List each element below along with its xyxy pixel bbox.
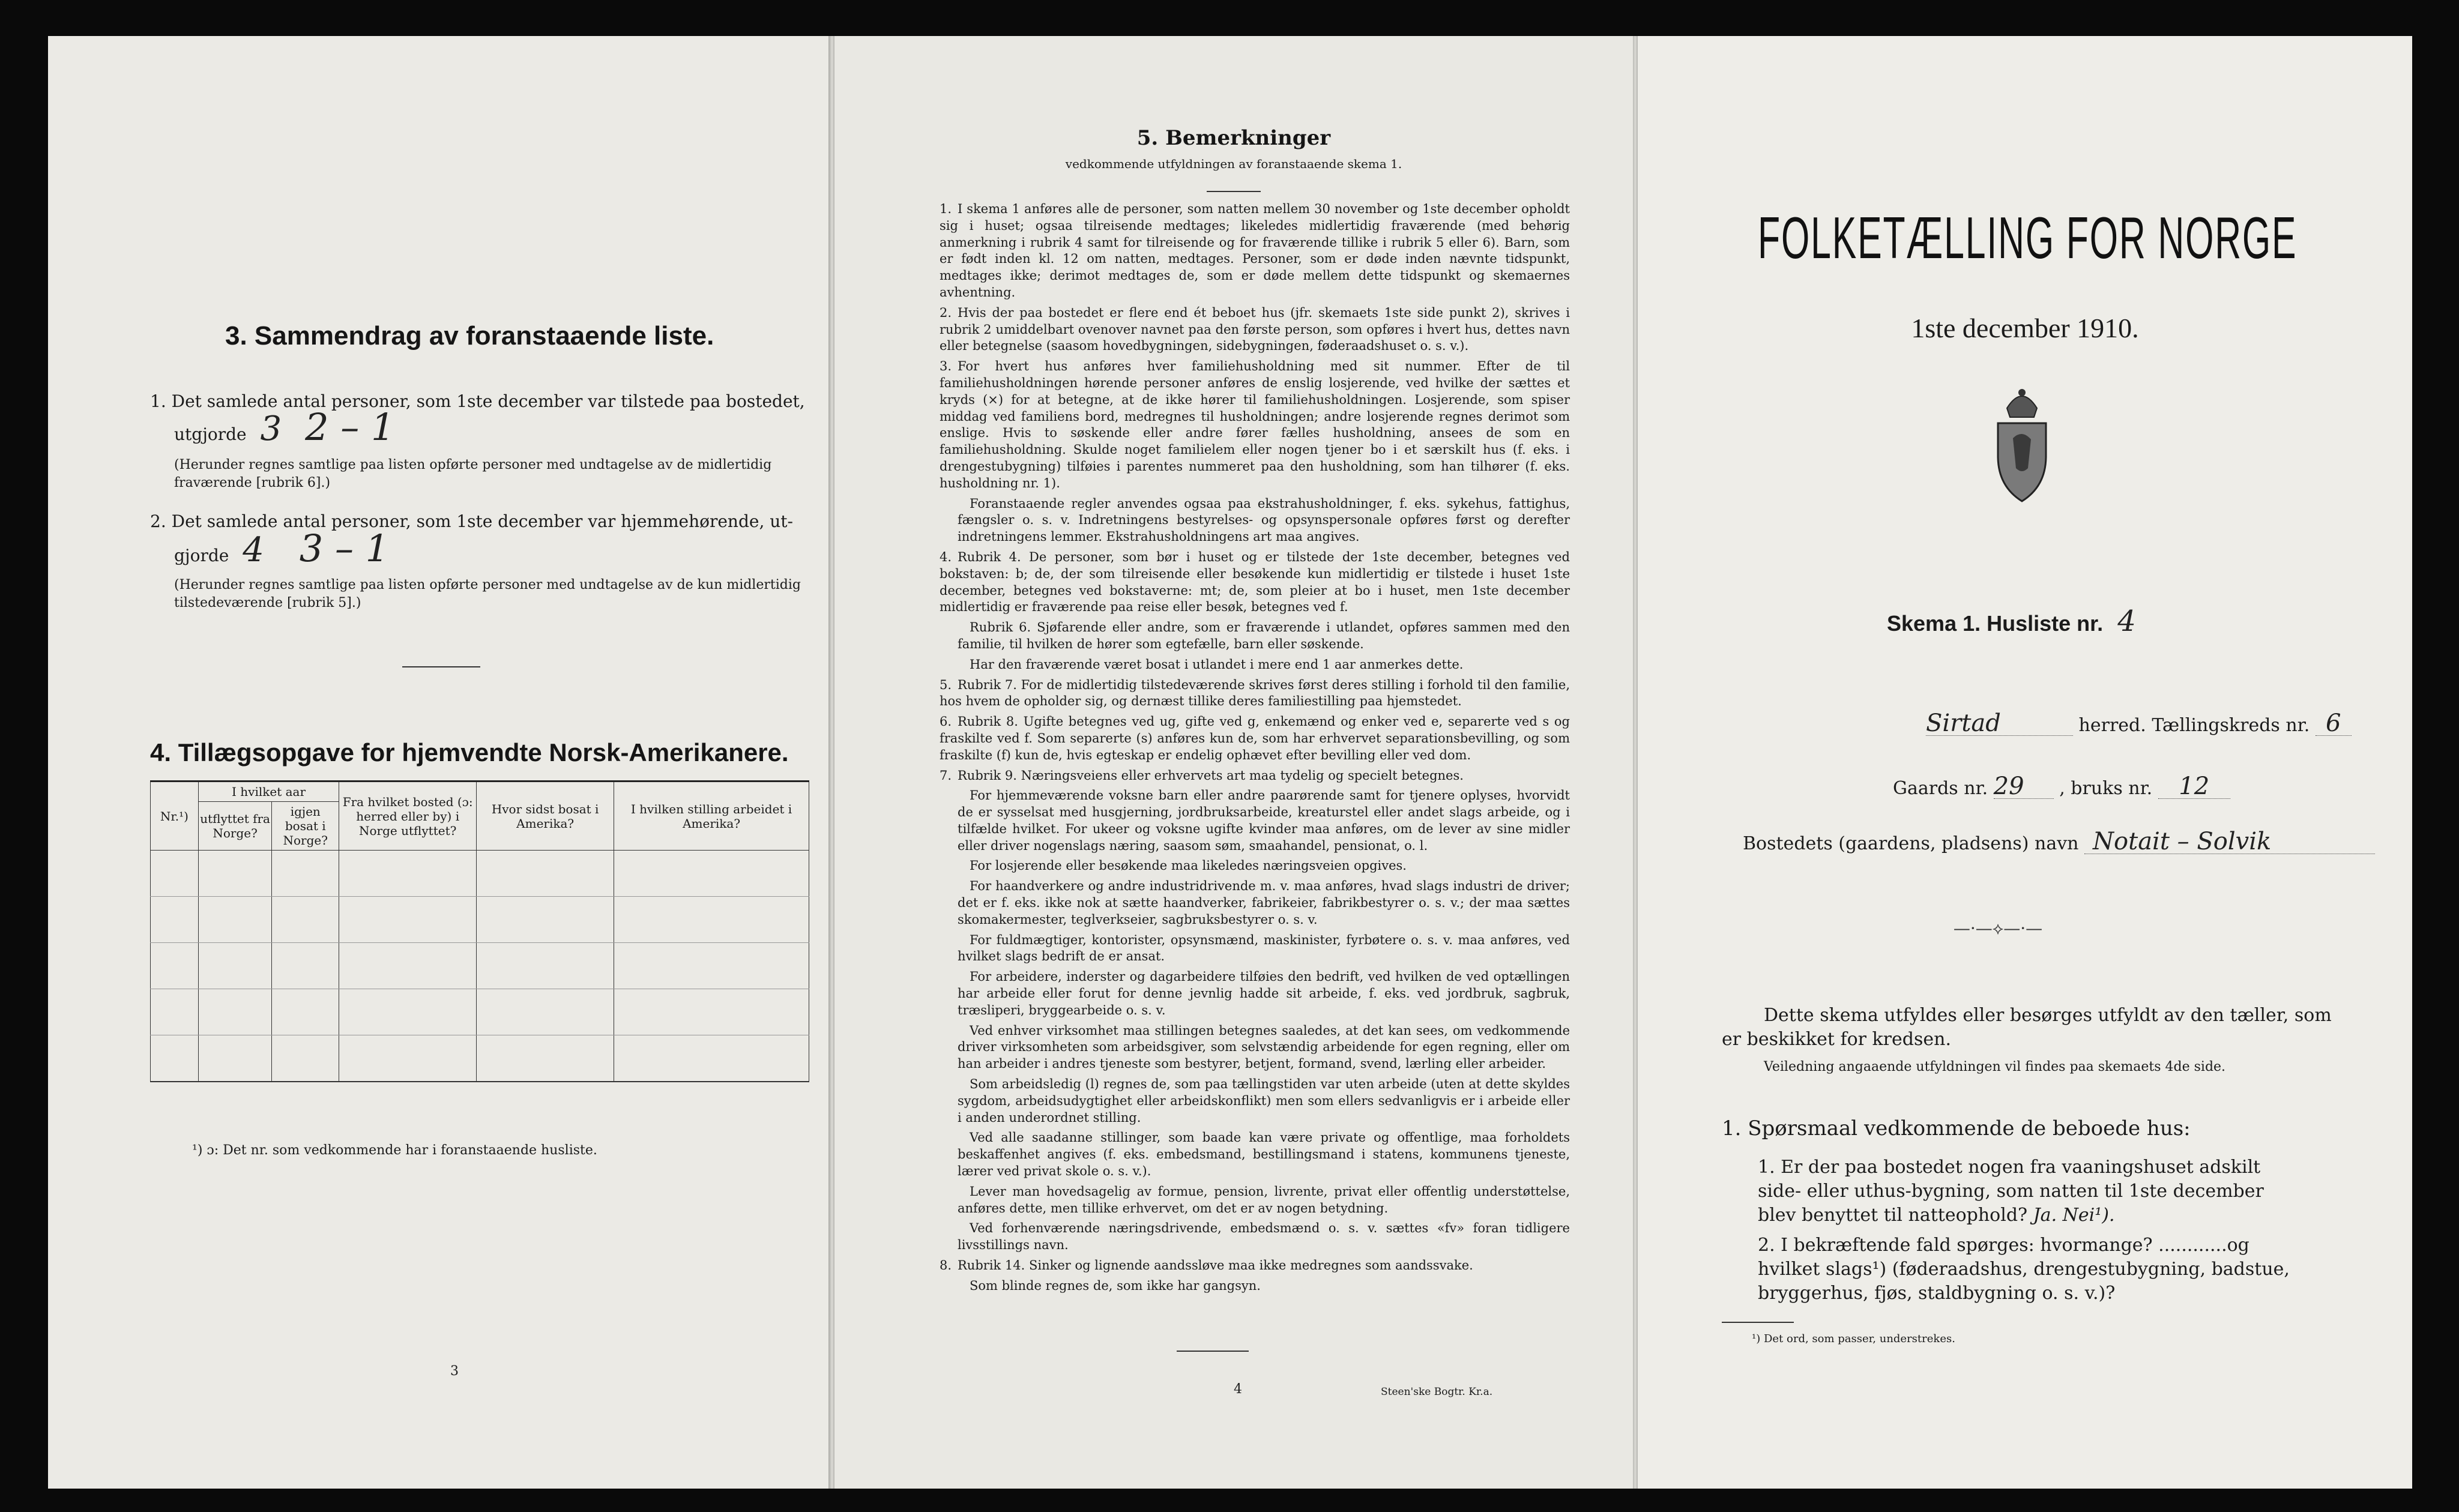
question-1-utgjorde [174, 405, 395, 449]
remark-item [940, 1278, 1570, 1295]
question-2-note: (Herunder regnes samtlige paa listen opførte personer med undtagelse av de kun midlertidig tilstedeværende [rubrik 5].) [174, 577, 801, 610]
col-from-where: Fra hvilket bosted (ɔ: herred eller by) i Norge utflyttet? [339, 782, 477, 851]
table-row [151, 943, 809, 989]
table-footnote: ¹) ɔ: Det nr. som vedkommende har i foranstaaende husliste. [192, 1143, 597, 1158]
remark-text: Ved alle saadanne stillinger, som baade kan være private og offentlige, maa forholdets beskaffenhet angives (f. eks. embedsmand, bestillingsmand i statens, kommunens tjeneste, lærer ved privat skole o. s. v.). [958, 1130, 1570, 1179]
remark-item [940, 1130, 1570, 1179]
remark-text: Som blinde regnes de, som ikke har gangsyn. [970, 1278, 1261, 1293]
question-2-handwritten: 3 – 1 [299, 526, 390, 570]
norway-coat-of-arms-icon [1989, 384, 2055, 504]
remark-item [940, 932, 1570, 966]
remark-item [940, 677, 1570, 711]
remark-item [940, 1076, 1570, 1126]
remark-number: 5. [940, 677, 952, 692]
remark-text: I skema 1 anføres alle de personer, som natten mellem 30 november og 1ste december opholdt sig i huset; ogsaa tilreisende medtages; likeledes midlertidig fraværende (med behørig anmerkning i rubrik 4 samt for tilreisende og for fraværende tillike i rubrik 5 eller 6). Barn, som er født inden kl. 12 om natten, medtages. Personer, som er døde inden nævnte tidspunkt, medtages ikke; derimot medtages de, som er døde mellem dette tidspunkt og skemaernes avhentning. [940, 202, 1570, 300]
remark-number: 7. [940, 768, 952, 783]
herred-value: Sirtad [1926, 711, 2073, 736]
question-1 [1758, 1155, 2298, 1227]
remark-item [940, 358, 1570, 492]
remark-text: Lever man hovedsagelig av formue, pension, livrente, privat eller offentlig understøttelse, anføres dette, men tillike erhvervet, om det er av nogen betydning. [958, 1184, 1570, 1215]
remark-item [940, 305, 1570, 355]
questions-heading: 1. Spørsmaal vedkommende de beboede hus: [1722, 1116, 2191, 1140]
remark-text: Rubrik 9. Næringsveiens eller erhvervets art maa tydelig og specielt betegnes. [958, 768, 1464, 783]
page-4 [834, 36, 1633, 1489]
remark-text: Har den fraværende været bosat i utlandet i mere end 1 aar anmerkes dette. [970, 657, 1464, 672]
skema-label: Skema 1. Husliste nr. [1887, 611, 2104, 636]
remark-item [940, 496, 1570, 546]
col-last-america: Hvor sidst bosat i Amerika? [477, 782, 614, 851]
col-returned: igjen bosat i Norge? [272, 802, 339, 851]
remark-text: Foranstaaende regler anvendes ogsaa paa ekstrahusholdninger, f. eks. sykehus, fattighus, fængsler o. s. v. Indretningens bestyrelses- og opsynspersonale opføres først og derefter indretningens lemmer. Ekstrahusholdningens art maa angives. [958, 496, 1570, 544]
remark-item [940, 619, 1570, 653]
bruks-label: , bruks nr. [2059, 778, 2153, 799]
divider [402, 666, 480, 667]
bemerkninger-subtitle: vedkommende utfyldningen av foranstaaende skema 1. [1065, 157, 1402, 171]
col-position: I hvilken stilling arbeidet i Amerika? [614, 782, 809, 851]
remark-item [940, 1184, 1570, 1217]
remark-number: 2. [940, 305, 952, 320]
remark-number: 3. [940, 359, 952, 374]
bruks-value: 12 [2158, 774, 2230, 799]
divider [1177, 1351, 1249, 1352]
remark-item [940, 788, 1570, 854]
remark-item [940, 1023, 1570, 1073]
table-row [151, 851, 809, 897]
page-1-footnote: ¹) Det ord, som passer, understrekes. [1752, 1333, 1955, 1345]
col-nr: Nr.¹) [151, 782, 199, 851]
gaards-value: 29 [1994, 774, 2054, 799]
divider [1207, 191, 1261, 192]
bemerkninger-title: 5. Bemerkninger [1136, 126, 1331, 150]
remark-number: 1. [940, 202, 952, 216]
col-emigrated: utflyttet fra Norge? [198, 802, 271, 851]
bosted-line [1743, 830, 2375, 856]
remark-text: Rubrik 6. Sjøfarende eller andre, som er fraværende i utlandet, opføres sammen med den familie, til hvilken de hører som egtefælle, barn eller søskende. [958, 620, 1570, 651]
section-4-title: 4. Tillægsopgave for hjemvendte Norsk-Amerikanere. [150, 738, 789, 767]
husliste-nr-value: 4 [2117, 604, 2136, 638]
remark-item [940, 969, 1570, 1019]
page-number-4: 4 [1234, 1382, 1242, 1397]
remark-item [940, 201, 1570, 301]
ornament-icon: —·—⟡—·— [1953, 918, 2043, 938]
remark-item [940, 1220, 1570, 1254]
intro-note: Veiledning angaaende utfyldningen vil findes paa skemaets 4de side. [1764, 1059, 2226, 1074]
remark-text: For hjemmeværende voksne barn eller andre paarørende samt for tjenere oplyses, hvorvidt de er sysselsat med husgjerning, jordbruksarbeide, kreaturstel eller andet slags arbeide, og i tilfælde hvilket. For ukeer og voksne ugifte kvinder maa anføres, om de lever av sine midler eller driver nogenslags næring, saasom søm, smaahandel, pensionat, o. l. [958, 788, 1570, 853]
remark-text: For haandverkere og andre industridrivende m. v. maa anføres, hvad slags industri de driver; det er f. eks. ikke nok at sætte haandverker, fabrikeier, fabrikbestyrer o. s. v.; der maa sættes skomakermester, teglverkseier, sagbruksbestyrer o. s. v. [958, 879, 1570, 927]
question-2-text: 2. Det samlede antal personer, som 1ste december var hjemmehørende, ut- [150, 511, 793, 531]
gaards-line [1893, 774, 2230, 801]
remark-text: For hvert hus anføres hver familiehusholdning med sit nummer. Efter de til familiehusholdningen hørende personer anføres de enslig losjerende, ved hvilke der sættes et kryds (×) for at betegne, at de ikke hører til familiehusholdningen. Losjerende, som spiser middag ved familiens bord, medregnes til husholdningen; andre losjerende regnes derimot som enslige. Hvis to søskende eller andre fører fælles husholdning, ansees de som en familiehusholdning. Skulde noget familielem eller nogen tjener bo i et særskilt hus (f. eks. i drengestubygning) tilføies i parentes nummeret paa den husholdning, som han tilhører (f. eks. husholdning nr. 1). [940, 359, 1570, 490]
remark-text: Rubrik 4. De personer, som bør i huset og er tilstede der 1ste december, betegnes ved bokstaven: b; de, der som tilreisende eller besøkende kun midlertidig er tilstede i huset 1ste december, betegnes ved bokstaverne: mt; de, som pleier at bo i huset, men 1ste december midlertidig er fraværende paa reise eller besøk, betegnes ved f. [940, 549, 1570, 615]
intro-text: Dette skema utfyldes eller besørges utfyldt av den tæller, som er beskikket for kredsen. [1722, 1005, 2332, 1050]
printer-mark: Steen'ske Bogtr. Kr.a. [1381, 1386, 1493, 1398]
remark-item [940, 858, 1570, 875]
page-3 [48, 36, 828, 1489]
remark-number: 6. [940, 714, 952, 729]
utgjorde-label: utgjorde [174, 424, 247, 444]
remark-item [940, 1257, 1570, 1274]
page-1 [1638, 36, 2412, 1489]
remark-text: Som arbeidsledig (l) regnes de, som paa tællingstiden var uten arbeide (uten at dette skyldes sygdom, arbeidsudygtighet eller arbeidskonflikt) men som ellers sedvanligvis er i arbeide eller i anden underordnet stilling. [958, 1077, 1570, 1125]
remark-text: Rubrik 8. Ugifte betegnes ved ug, gifte ved g, enkemænd og enker ved e, separerte ved s og fraskilte ved f. Som separerte (s) anføres kun de, som har erhvervet separationsbevilling, og som fraskilte (f) kun de, hvis egteskap er endelig ophævet efter bevilling eller ved dom. [940, 714, 1570, 762]
remark-text: For fuldmægtiger, kontorister, opsynsmænd, maskinister, fyrbøtere o. s. v. maa anføres, ved hvilket slags bedrift de er ansat. [958, 932, 1570, 964]
census-title: FOLKETÆLLING FOR NORGE [1758, 205, 2298, 271]
remark-text: Ved forhenværende næringsdrivende, embedsmænd o. s. v. sættes «fv» foran tidligere livsstillings navn. [958, 1221, 1570, 1253]
remark-text: For arbeidere, inderster og dagarbeidere tilføies den bedrift, ved hvilken de ved optællingen har arbeide eller forut for denne jevnlig hadde sit arbeide, f. eks. ved jordbruk, sagbruk, træsliperi, bryggearbeide o. s. v. [958, 969, 1570, 1017]
question-1-answer: Ja. Nei¹). [2033, 1205, 2115, 1226]
remarks-list [940, 201, 1570, 1298]
question-2-value: 4 [243, 531, 264, 570]
table-row [151, 989, 809, 1035]
section-3-title: 3. Sammendrag av foranstaaende liste. [225, 321, 714, 351]
remark-item [940, 878, 1570, 928]
remark-text: For losjerende eller besøkende maa likeledes næringsveien opgives. [970, 858, 1407, 873]
norsk-amerikanere-table [150, 780, 809, 1082]
gjorde-label: gjorde [174, 546, 229, 565]
question-1-text: 1. Er der paa bostedet nogen fra vaaningshuset adskilt side- eller uthus-bygning, som natten til 1ste december blev benyttet til natteophold? [1758, 1157, 2264, 1226]
remark-text: Ved enhver virksomhet maa stillingen betegnes saaledes, at det kan sees, om vedkommende driver virksomheten som arbeidsgiver, som selvstændig arbeidende for egen regning, eller om han arbeider i andres tjeneste som bestyrer, betjent, formand, svend, lærling eller arbeider. [958, 1023, 1570, 1071]
question-2-gjorde [174, 526, 390, 570]
divider [1722, 1322, 1794, 1323]
question-1-note: (Herunder regnes samtlige paa listen opførte personer med undtagelse av de midlertidig fraværende [rubrik 6].) [174, 457, 772, 490]
question-2: 2. I bekræftende fald spørges: hvormange? ............og hvilket slags¹) (føderaadshus, drengestubygning, badstue, bryggerhus, fjøs, staldbygning o. s. v.)? [1758, 1235, 2290, 1304]
skema-line [1887, 604, 2136, 638]
kreds-value: 6 [2316, 711, 2352, 736]
remark-number: 4. [940, 549, 952, 564]
gaards-label: Gaards nr. [1893, 778, 1988, 799]
herred-line [1926, 711, 2352, 738]
remark-number: 8. [940, 1258, 952, 1273]
census-date: 1ste december 1910. [1911, 313, 2139, 343]
remark-item [940, 657, 1570, 673]
col-year-group: I hvilket aar [198, 782, 339, 802]
remark-text: Rubrik 7. For de midlertidig tilstedeværende skrives først deres stilling i forhold til den familie, hos hvem de opholder sig, og dernæst tillike deres familiestilling paa hjemstedet. [940, 677, 1570, 709]
bosted-label: Bostedets (gaardens, pladsens) navn [1743, 833, 2079, 854]
question-1-text: 1. Det samlede antal personer, som 1ste december var tilstede paa bostedet, [150, 391, 805, 411]
bosted-value: Notait – Solvik [2084, 830, 2375, 854]
remark-text: Rubrik 14. Sinker og lignende aandssløve maa ikke medregnes som aandssvake. [958, 1258, 1473, 1273]
page-number-3: 3 [450, 1364, 459, 1379]
table-row [151, 1035, 809, 1082]
remark-item [940, 768, 1570, 785]
remark-item [940, 549, 1570, 616]
question-1-value: 3 [260, 409, 282, 448]
remark-item [940, 714, 1570, 764]
question-1-handwritten: 2 – 1 [305, 405, 395, 449]
remark-text: Hvis der paa bostedet er flere end ét beboet hus (jfr. skemaets 1ste side punkt 2), skrives i rubrik 2 umiddelbart ovenover navnet paa den første person, som opføres i hvert hus, dettes navn eller betegnelse (saasom hovedbygningen, sidebygningen, føderaadshuset o. s. v.). [940, 305, 1570, 354]
table-row [151, 897, 809, 943]
herred-label: herred. Tællingskreds nr. [2078, 715, 2310, 736]
